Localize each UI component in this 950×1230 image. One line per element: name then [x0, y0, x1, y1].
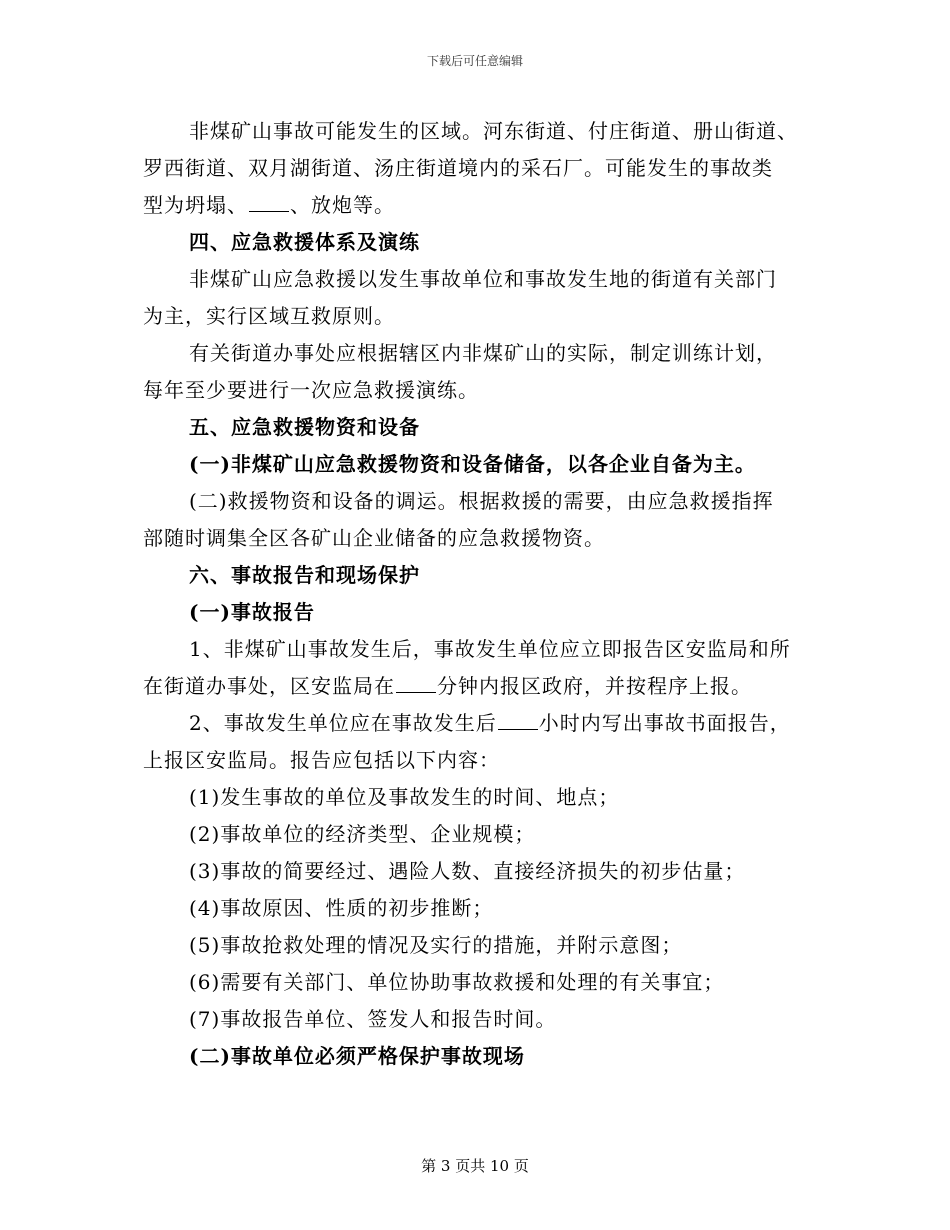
subsection-heading: (一)非煤矿山应急救援物资和设备储备，以各企业自备为主。: [189, 452, 756, 476]
paragraph-line: 上报区安监局。报告应包括以下内容：: [143, 748, 500, 772]
list-item: (7)事故报告单位、签发人和报告时间。: [189, 1007, 557, 1031]
paragraph-line: 每年至少要进行一次应急救援演练。: [143, 378, 479, 402]
text-segment: 2、事故发生单位应在事故发生后: [189, 711, 497, 735]
text-segment: 分钟内报区政府，并按程序上报。: [437, 674, 752, 698]
page-header: 下载后可任意编辑: [426, 54, 523, 68]
fill-in-blank: [396, 672, 436, 693]
paragraph-line: 为主，实行区域互救原则。: [143, 304, 395, 328]
paragraph-line: 罗西街道、双月湖街道、汤庄街道境内的采石厂。可能发生的事故类: [143, 156, 773, 180]
paragraph-line: 非煤矿山事故可能发生的区域。河东街道、付庄街道、册山街道、: [189, 119, 798, 143]
subsection-heading: (二)事故单位必须严格保护事故现场: [189, 1044, 525, 1068]
section-heading: 四、应急救援体系及演练: [189, 230, 420, 254]
section-heading: 五、应急救援物资和设备: [189, 415, 420, 439]
paragraph-line: 非煤矿山应急救援以发生事故单位和事故发生地的街道有关部门: [189, 267, 777, 291]
paragraph-line: (二)救援物资和设备的调运。根据救援的需要，由应急救援指挥: [189, 489, 774, 513]
text-segment: 小时内写出事故书面报告，: [538, 711, 791, 735]
text-segment: 、放炮等。: [290, 193, 395, 217]
fill-in-blank: [249, 191, 289, 212]
paragraph-line: 1、非煤矿山事故发生后，事故发生单位应立即报告区安监局和所: [189, 637, 791, 661]
list-item: (5)事故抢救处理的情况及实行的措施，并附示意图；: [189, 933, 683, 957]
paragraph-line: [143, 668, 811, 705]
paragraph-line: 部随时调集全区各矿山企业储备的应急救援物资。: [143, 526, 605, 550]
paragraph-line: [143, 187, 811, 224]
page-footer: 第 3 页共 10 页: [421, 1157, 529, 1175]
document-body: [143, 113, 811, 1075]
text-segment: 在街道办事处，区安监局在: [143, 674, 395, 698]
paragraph-line: 有关街道办事处应根据辖区内非煤矿山的实际，制定训练计划，: [189, 341, 777, 365]
list-item: (4)事故原因、性质的初步推断；: [189, 896, 494, 920]
list-item: (2)事故单位的经济类型、企业规模；: [189, 822, 536, 846]
subsection-heading: (一)事故报告: [189, 600, 315, 624]
paragraph-line: [143, 705, 811, 742]
list-item: (6)需要有关部门、单位协助事故救援和处理的有关事宜；: [189, 970, 725, 994]
list-item: (1)发生事故的单位及事故发生的时间、地点；: [189, 785, 620, 809]
section-heading: 六、事故报告和现场保护: [189, 563, 420, 587]
fill-in-blank: [498, 709, 538, 730]
text-segment: 型为坍塌、: [143, 193, 248, 217]
list-item: (3)事故的简要经过、遇险人数、直接经济损失的初步估量；: [189, 859, 746, 883]
